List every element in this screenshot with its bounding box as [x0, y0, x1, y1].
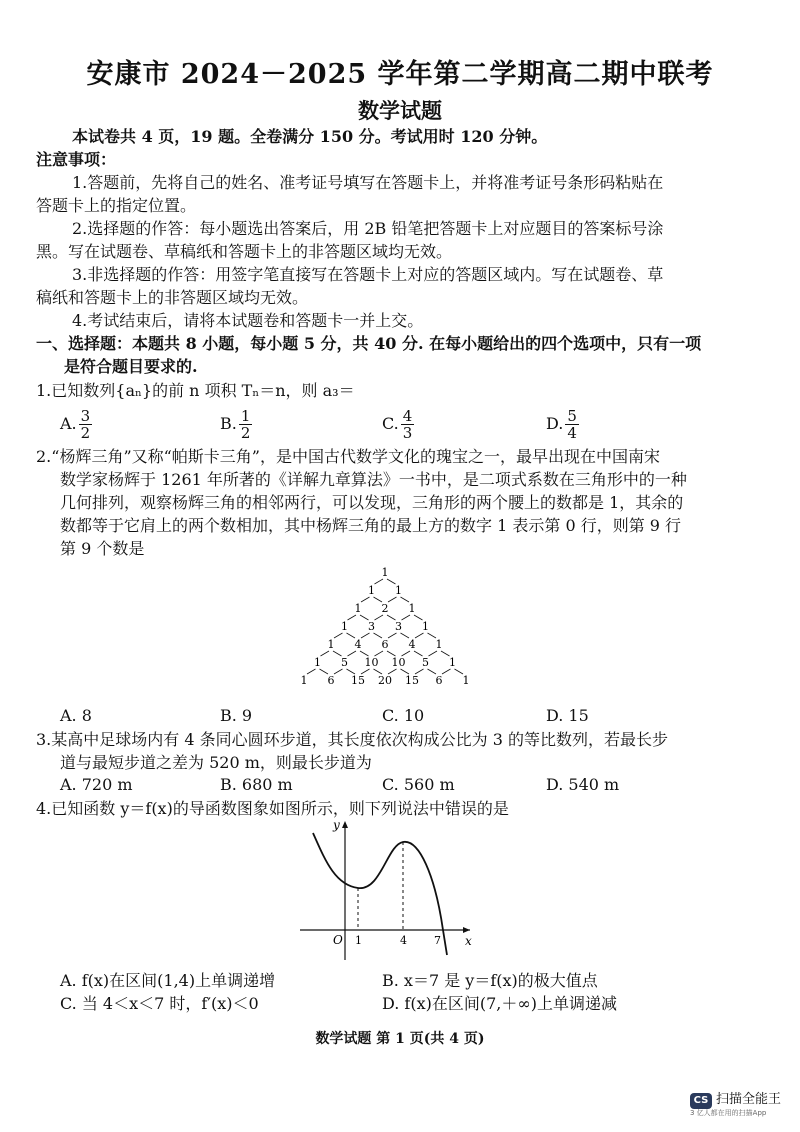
triangle-connector [348, 615, 357, 620]
q3-options [60, 775, 760, 797]
triangle-connector [415, 633, 424, 638]
triangle-connector [388, 597, 397, 602]
triangle-number: 1 [354, 602, 362, 615]
q4-option-a[interactable]: A. f(x)在区间(1,4)上单调递增 [60, 971, 276, 990]
option-label: B. [220, 414, 237, 433]
denominator: 4 [567, 424, 577, 442]
q1-option-c[interactable] [382, 408, 414, 441]
tick-label-4: 4 [400, 934, 407, 947]
option-label: D. [546, 414, 564, 433]
section1-heading: 一、选择题：本题共 8 小题，每小题 5 分，共 40 分. 在每小题给出的四个选项中，只有一项 [36, 334, 702, 353]
triangle-number: 1 [300, 674, 308, 687]
triangle-connector [307, 669, 316, 674]
triangle-connector [348, 651, 357, 656]
triangle-number: 1 [408, 602, 416, 615]
cs-logo-icon: CS [690, 1093, 712, 1109]
triangle-number: 2 [381, 602, 389, 615]
denominator: 2 [240, 424, 251, 442]
q2-option-c[interactable]: C. 10 [382, 706, 425, 725]
q1-stem: 1.已知数列{aₙ}的前 n 项积 Tₙ＝n，则 a₃＝ [36, 381, 355, 400]
triangle-connector [321, 651, 330, 656]
q3-option-c[interactable]: C. 560 m [382, 775, 455, 794]
scanner-brand [690, 1088, 781, 1109]
brand-tagline: 3 亿人都在用的扫描App [690, 1109, 767, 1117]
triangle-connector [334, 633, 343, 638]
notice-line: 2.选择题的作答：每小题选出答案后，用 2B 铅笔把答题卡上对应题目的答案标号涂 [72, 219, 664, 238]
q3-option-a[interactable]: A. 720 m [60, 775, 133, 794]
triangle-number: 20 [378, 674, 392, 687]
triangle-number: 10 [391, 656, 406, 669]
section1-heading-cont: 是符合题目要求的. [64, 357, 198, 376]
numerator: 5 [567, 407, 577, 425]
triangle-connector [375, 615, 384, 620]
numerator: 1 [240, 407, 251, 425]
numerator: 3 [80, 407, 91, 425]
q4-stem: 4.已知函数 y＝f(x)的导函数图象如图所示，则下列说法中错误的是 [36, 799, 509, 818]
q3-stem-line: 道与最短步道之差为 520 m，则最长步道为 [60, 753, 372, 772]
option-label: A. [60, 414, 77, 433]
exam-subtitle: 数学试题 [358, 98, 442, 123]
triangle-number: 1 [327, 638, 335, 651]
tick-label-1: 1 [355, 934, 362, 947]
q2-stem-line: 数都等于它肩上的两个数相加，其中杨辉三角的最上方的数字 1 表示第 0 行，则第 9 行 [60, 516, 682, 535]
y-axis-label: y [333, 818, 340, 832]
q4-option-c[interactable]: C. 当 4＜x＜7 时，f′(x)＜0 [60, 994, 259, 1013]
triangle-number: 1 [422, 620, 429, 633]
triangle-number: 1 [314, 656, 321, 669]
q3-option-b[interactable]: B. 680 m [220, 775, 293, 794]
notice-line: 稿纸和答题卡上的非答题区域均无效。 [36, 288, 309, 307]
q4-option-b[interactable]: B. x＝7 是 y＝f(x)的极大值点 [382, 971, 598, 990]
yanghui-triangle-figure [300, 562, 470, 702]
q2-stem-line: 2.“杨辉三角”又称“帕斯卡三角”，是中国古代数学文化的瑰宝之一，最早出现在中国南宋 [36, 447, 660, 466]
denominator: 3 [402, 424, 413, 442]
q2-option-d[interactable]: D. 15 [546, 706, 589, 725]
notice-line: 黑。写在试题卷、草稿纸和答题卡上的非答题区域均无效。 [36, 242, 453, 261]
exam-title: 安康市 2024－2025 学年第二学期高二期中联考 [86, 59, 714, 90]
triangle-number: 1 [341, 620, 348, 633]
triangle-number: 1 [449, 656, 456, 669]
derivative-graph-figure [295, 815, 475, 965]
q2-options [60, 706, 760, 728]
q2-stem-line: 几何排列，观察杨辉三角的相邻两行，可以发现，三角形的两个腰上的数都是 1，其余的 [60, 493, 684, 512]
notice-heading: 注意事项： [36, 150, 117, 169]
notice-line: 1.答题前，先将自己的姓名、准考证号填写在答题卡上，并将准考证号条形码粘贴在 [72, 173, 664, 192]
triangle-number: 10 [364, 656, 379, 669]
triangle-number: 5 [341, 656, 348, 669]
notice-line: 答题卡上的指定位置。 [36, 196, 197, 215]
fraction [239, 408, 253, 441]
triangle-number: 4 [408, 638, 416, 651]
q1-options [60, 402, 760, 444]
triangle-number: 1 [435, 638, 443, 651]
fraction [401, 408, 415, 441]
q4-options [60, 968, 760, 1014]
triangle-number: 1 [368, 584, 375, 597]
triangle-number: 1 [462, 674, 470, 687]
triangle-number: 1 [395, 584, 402, 597]
triangle-number: 15 [351, 674, 365, 687]
triangle-connector [402, 615, 411, 620]
triangle-connector [442, 669, 451, 674]
triangle-number: 5 [422, 656, 429, 669]
brand-name: 扫描全能王 [716, 1092, 782, 1107]
triangle-connector [388, 633, 397, 638]
triangle-number: 4 [354, 638, 362, 651]
q2-option-a[interactable]: A. 8 [60, 706, 92, 725]
q2-stem-line: 第 9 个数是 [60, 539, 145, 558]
triangle-number: 3 [395, 620, 402, 633]
triangle-number: 15 [405, 674, 419, 687]
q2-stem-line: 数学家杨辉于 1261 年所著的《详解九章算法》一书中，是二项式系数在三角形中的一种 [60, 470, 687, 489]
q2-option-b[interactable]: B. 9 [220, 706, 253, 725]
tick-label-7: 7 [434, 934, 441, 947]
y-axis-arrow-icon [342, 821, 348, 828]
page-footer: 数学试题 第 1 页(共 4 页) [315, 1031, 485, 1047]
origin-label: O [333, 933, 343, 947]
q1-option-b[interactable] [220, 408, 252, 441]
intro-line: 本试卷共 4 页，19 题。全卷满分 150 分。考试用时 120 分钟。 [72, 127, 548, 146]
triangle-number: 6 [381, 638, 389, 651]
triangle-connector [334, 669, 343, 674]
notice-line: 4.考试结束后，请将本试题卷和答题卡一并上交。 [72, 311, 424, 330]
triangle-connector [361, 633, 370, 638]
option-label: C. [382, 414, 399, 433]
q4-option-d[interactable]: D. f(x)在区间(7,＋∞)上单调递减 [382, 994, 617, 1013]
triangle-number: 1 [381, 566, 389, 579]
triangle-connector [375, 579, 384, 584]
triangle-connector [429, 651, 438, 656]
triangle-number: 3 [368, 620, 375, 633]
fraction [79, 408, 93, 441]
x-axis-arrow-icon [463, 927, 470, 933]
triangle-connector [361, 597, 370, 602]
fraction [565, 408, 579, 441]
x-axis-label: x [465, 934, 472, 948]
denominator: 2 [80, 424, 91, 442]
numerator: 4 [402, 407, 413, 425]
triangle-number: 6 [435, 674, 443, 687]
q3-option-d[interactable]: D. 540 m [546, 775, 620, 794]
q1-option-a[interactable] [60, 408, 92, 441]
q1-option-d[interactable] [546, 408, 579, 441]
triangle-number: 6 [327, 674, 335, 687]
q3-stem-line: 3.某高中足球场内有 4 条同心圆环步道，其长度依次构成公比为 3 的等比数列，若最长步 [36, 730, 668, 749]
notice-line: 3.非选择题的作答：用签字笔直接写在答题卡上对应的答题区域内。写在试题卷、草 [72, 265, 664, 284]
